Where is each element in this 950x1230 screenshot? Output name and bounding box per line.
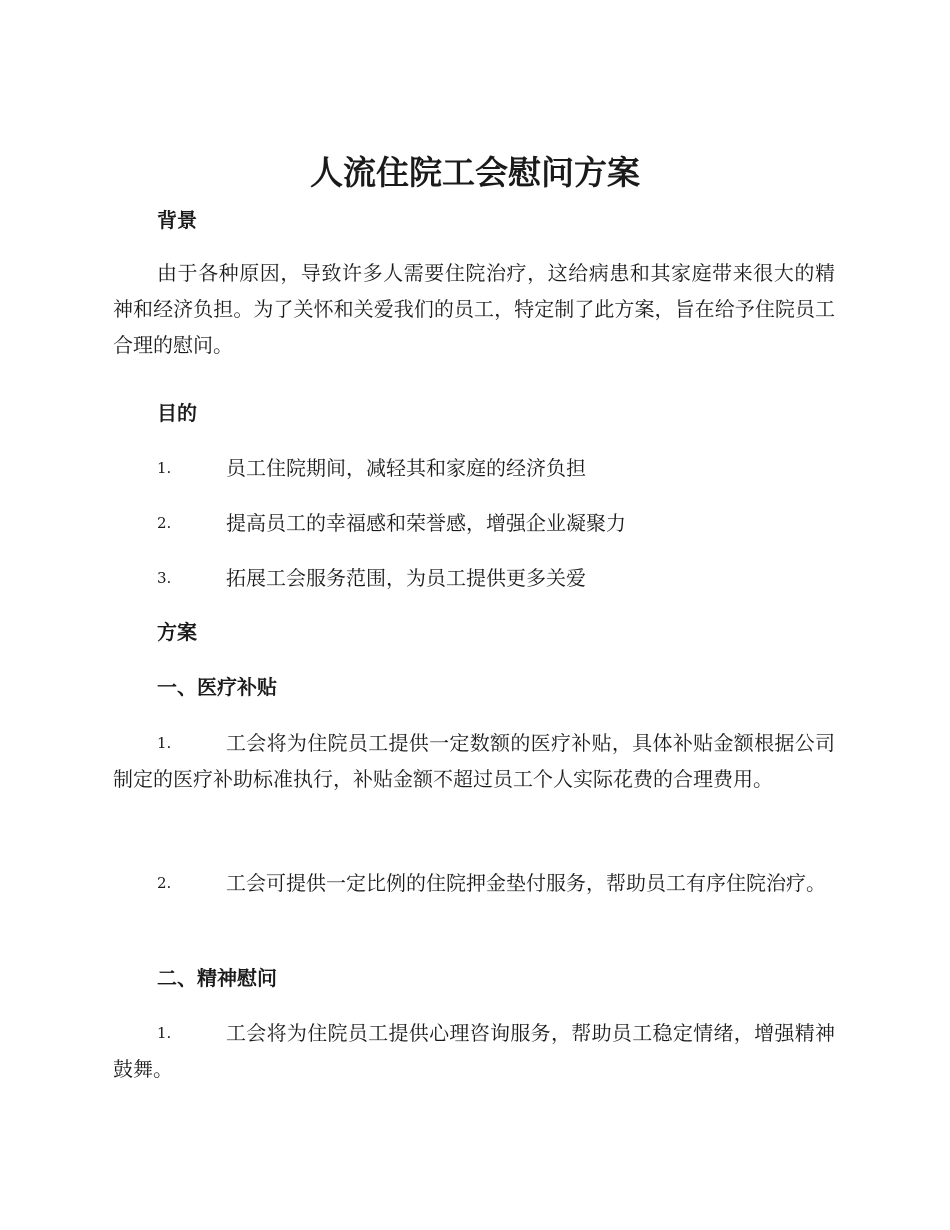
heading-plan: 方案 — [157, 620, 197, 644]
heading-medical-subsidy: 一、医疗补贴 — [157, 675, 277, 699]
heading-spiritual-care: 二、精神慰问 — [157, 966, 277, 990]
list-number: 2. — [157, 514, 172, 532]
list-text: 提高员工的幸福感和荣誉感，增强企业凝聚力 — [226, 511, 626, 535]
document-title: 人流住院工会慰问方案 — [310, 153, 640, 192]
spiritual-item-1 — [113, 1015, 835, 1087]
medical-item-1 — [113, 725, 835, 797]
list-text: 员工住院期间，减轻其和家庭的经济负担 — [226, 456, 586, 480]
list-text: 拓展工会服务范围，为员工提供更多关爱 — [226, 566, 586, 590]
list-number: 1. — [157, 1024, 172, 1042]
list-number: 2. — [157, 874, 172, 892]
background-paragraph: 由于各种原因，导致许多人需要住院治疗，这给病患和其家庭带来很大的精神和经济负担。为了关怀和关爱我们的员工，特定制了此方案，旨在给予住院员工合理的慰问。 — [113, 261, 835, 357]
list-text: 工会将为住院员工提供一定数额的医疗补贴，具体补贴金额根据公司制定的医疗补助标准执行，补贴金额不超过员工个人实际花费的合理费用。 — [113, 731, 835, 791]
list-text: 工会将为住院员工提供心理咨询服务，帮助员工稳定情绪，增强精神鼓舞。 — [113, 1021, 835, 1081]
list-number: 3. — [157, 569, 172, 587]
purpose-item-1 — [113, 450, 835, 486]
medical-item-2 — [113, 865, 835, 901]
purpose-item-2 — [113, 505, 835, 541]
list-number: 1. — [157, 734, 172, 752]
heading-background: 背景 — [157, 208, 197, 232]
list-text: 工会可提供一定比例的住院押金垫付服务，帮助员工有序住院治疗。 — [226, 871, 826, 895]
purpose-item-3 — [113, 560, 835, 596]
heading-purpose: 目的 — [157, 401, 197, 425]
list-number: 1. — [157, 459, 172, 477]
